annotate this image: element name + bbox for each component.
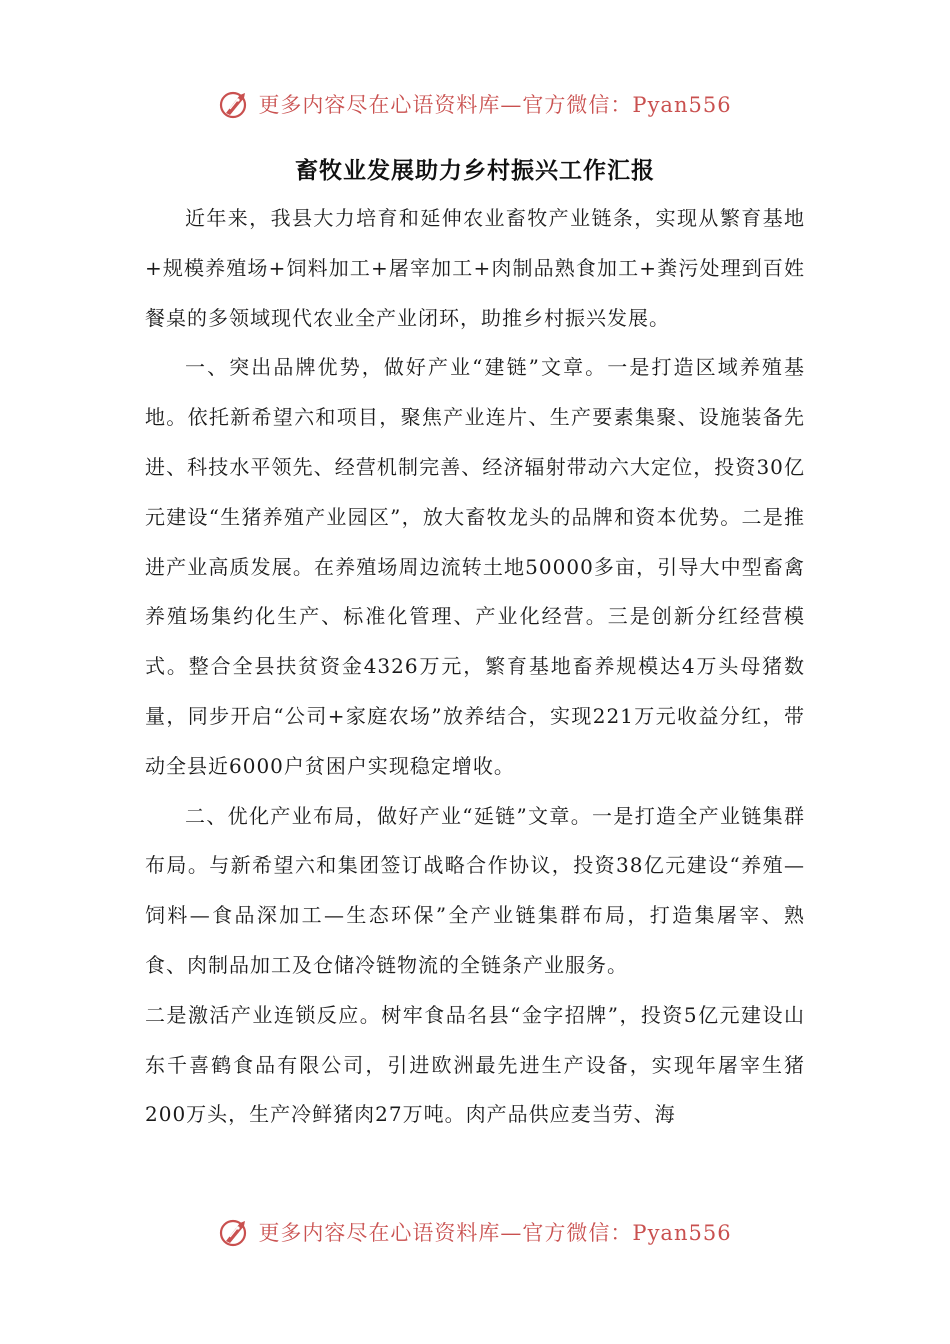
watermark-header [0,84,950,124]
paragraph-section-two-continued: 二是激活产业连锁反应。树牢食品名县“金字招牌”，投资5亿元建设山东千喜鹤食品有限公司，引进欧洲最先进生产设备，实现年屠宰生猪200万头，生产冷鲜猪肉27万吨。肉产品供应麦当劳、海 [145,1002,805,1127]
watermark-text: 更多内容尽在心语资料库—官方微信：Pyan556 [258,93,732,117]
watermark-footer [0,1212,950,1252]
paragraph-section-two: 二、优化产业布局，做好产业“延链”文章。一是打造全产业链集群布局。与新希望六和集团签订战略合作协议，投资38亿元建设“养殖—饲料—食品深加工—生态环保”全产业链集群布局，打造集屠宰、熟食、肉制品加工及仓储冷链物流的全链条产业服务。 [145,803,805,977]
document-body [145,194,805,1140]
document-title: 畜牧业发展助力乡村振兴工作汇报 [295,157,655,184]
paragraph-section-one: 一、突出品牌优势，做好产业“建链”文章。一是打造区域养殖基地。依托新希望六和项目，聚焦产业连片、生产要素集聚、设施装备先进、科技水平领先、经营机制完善、经济辐射带动六大定位，投资30亿元建设“生猪养殖产业园区”，放大畜牧龙头的品牌和资本优势。二是推进产业高质发展。在养殖场周边流转土地50000多亩，引导大中型畜禽养殖场集约化生产、标准化管理、产业化经营。三是创新分红经营模式。整合全县扶贫资金4326万元，繁育基地畜养规模达4万头母猪数量，同步开启“公司+家庭农场”放养结合，实现221万元收益分红，带动全县近6000户贫困户实现稳定增收。 [145,355,805,778]
paragraph-intro: 近年来，我县大力培育和延伸农业畜牧产业链条，实现从繁育基地+规模养殖场+饲料加工+屠宰加工+肉制品熟食加工+粪污处理到百姓餐桌的多领域现代农业全产业闭环，助推乡村振兴发展。 [145,206,805,330]
watermark-text: 更多内容尽在心语资料库—官方微信：Pyan556 [258,1221,732,1245]
pen-nib-logo-icon [218,1215,252,1249]
pen-nib-logo-icon [218,87,252,121]
